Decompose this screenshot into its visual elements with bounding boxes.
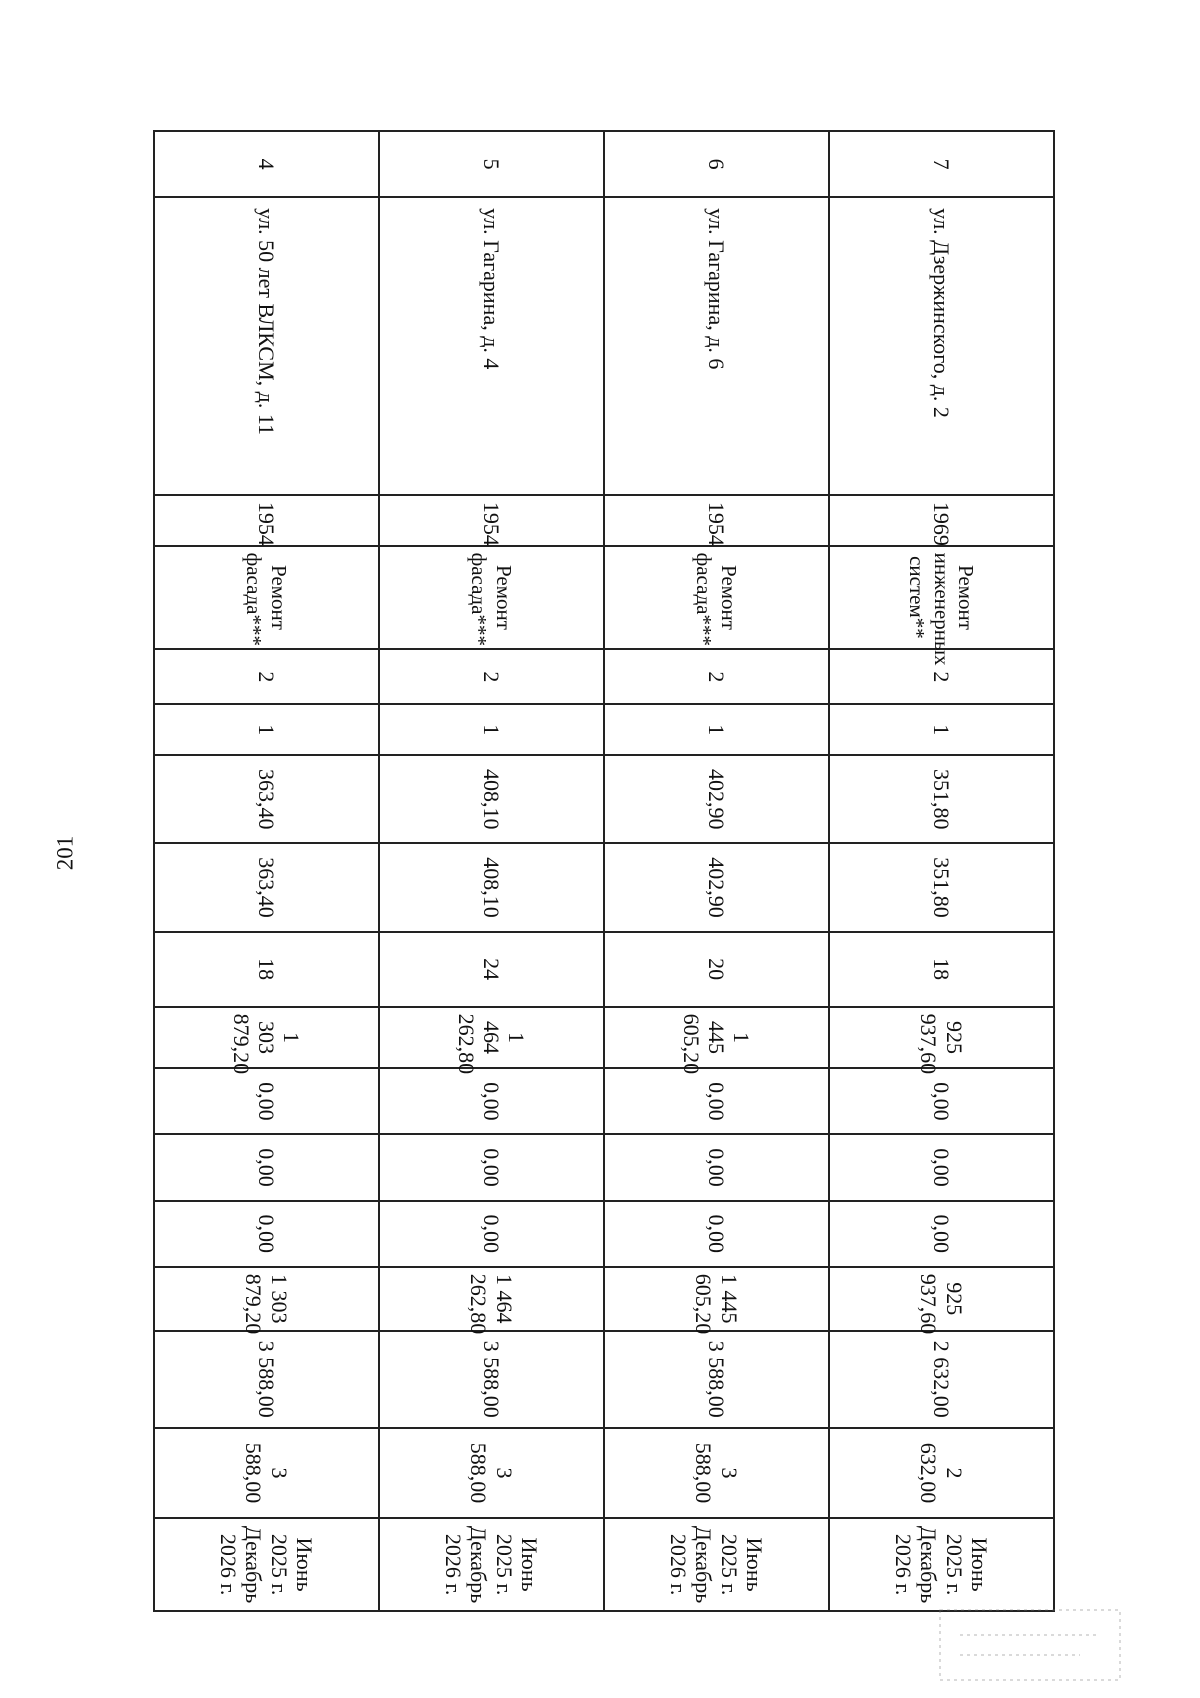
- build-year: 1954: [154, 495, 379, 546]
- work-period: Июнь 2025 г. Декабрь 2026 г.: [154, 1518, 379, 1611]
- build-year: 1954: [604, 495, 829, 546]
- row-number: 4: [154, 131, 379, 197]
- repair-program-table: [153, 130, 1055, 1612]
- residents: 18: [829, 932, 1054, 1007]
- unit-cost-1: 3 588,00: [379, 1331, 604, 1428]
- stamp-mark: [930, 1600, 1130, 1690]
- unit-cost-1: 3 588,00: [154, 1331, 379, 1428]
- cost-z2: 0,00: [154, 1134, 379, 1200]
- area-total: 408,10: [379, 755, 604, 843]
- page-number: 201: [52, 835, 78, 871]
- residents: 20: [604, 932, 829, 1007]
- cost-z2: 0,00: [379, 1134, 604, 1200]
- col-c1: 2: [604, 649, 829, 704]
- area-living: 402,90: [604, 843, 829, 931]
- cost-z3: 0,00: [604, 1201, 829, 1267]
- cost-z1: 0,00: [829, 1068, 1054, 1134]
- total-cost: 1 445 605,20: [604, 1007, 829, 1069]
- work-period: Июнь 2025 г. Декабрь 2026 г.: [604, 1518, 829, 1611]
- unit-cost-1: 3 588,00: [604, 1331, 829, 1428]
- col-c2: 1: [829, 704, 1054, 755]
- unit-cost-1: 2 632,00: [829, 1331, 1054, 1428]
- house-address: ул. 50 лет ВЛКСМ, д. 11: [154, 197, 379, 495]
- total-cost: 925 937,60: [829, 1007, 1054, 1069]
- unit-cost-2: 3 588,00: [604, 1428, 829, 1518]
- total-cost: 1 464 262,80: [379, 1007, 604, 1069]
- col-c1: 2: [829, 649, 1054, 704]
- col-c2: 1: [604, 704, 829, 755]
- col-c2: 1: [379, 704, 604, 755]
- cost-z3: 0,00: [829, 1201, 1054, 1267]
- area-total: 363,40: [154, 755, 379, 843]
- area-total: 351,80: [829, 755, 1054, 843]
- house-address: ул. Гагарина, д. 4: [379, 197, 604, 495]
- build-year: 1954: [379, 495, 604, 546]
- area-living: 351,80: [829, 843, 1054, 931]
- work-type: Ремонт фасада***: [604, 546, 829, 650]
- table-row: [154, 131, 379, 1611]
- fund-cost: 1 445 605,20: [604, 1267, 829, 1331]
- work-type: Ремонт инженерных систем**: [829, 546, 1054, 650]
- table-row: [379, 131, 604, 1611]
- cost-z3: 0,00: [379, 1201, 604, 1267]
- build-year: 1969: [829, 495, 1054, 546]
- col-c1: 2: [154, 649, 379, 704]
- fund-cost: 1 303 879,20: [154, 1267, 379, 1331]
- table-container: [153, 130, 1055, 1612]
- row-number: 5: [379, 131, 604, 197]
- row-number: 7: [829, 131, 1054, 197]
- work-period: Июнь 2025 г. Декабрь 2026 г.: [829, 1518, 1054, 1611]
- cost-z1: 0,00: [379, 1068, 604, 1134]
- total-cost: 1 303 879,20: [154, 1007, 379, 1069]
- row-number: 6: [604, 131, 829, 197]
- house-address: ул. Гагарина, д. 6: [604, 197, 829, 495]
- work-period: Июнь 2025 г. Декабрь 2026 г.: [379, 1518, 604, 1611]
- area-living: 363,40: [154, 843, 379, 931]
- col-c1: 2: [379, 649, 604, 704]
- cost-z2: 0,00: [829, 1134, 1054, 1200]
- residents: 18: [154, 932, 379, 1007]
- table-row: [829, 131, 1054, 1611]
- cost-z1: 0,00: [154, 1068, 379, 1134]
- area-living: 408,10: [379, 843, 604, 931]
- fund-cost: 1 464 262,80: [379, 1267, 604, 1331]
- col-c2: 1: [154, 704, 379, 755]
- unit-cost-2: 3 588,00: [379, 1428, 604, 1518]
- work-type: Ремонт фасада***: [379, 546, 604, 650]
- cost-z2: 0,00: [604, 1134, 829, 1200]
- work-type: Ремонт фасада***: [154, 546, 379, 650]
- table-row: [604, 131, 829, 1611]
- unit-cost-2: 2 632,00: [829, 1428, 1054, 1518]
- fund-cost: 925 937,60: [829, 1267, 1054, 1331]
- unit-cost-2: 3 588,00: [154, 1428, 379, 1518]
- cost-z3: 0,00: [154, 1201, 379, 1267]
- residents: 24: [379, 932, 604, 1007]
- house-address: ул. Дзержинского, д. 2: [829, 197, 1054, 495]
- cost-z1: 0,00: [604, 1068, 829, 1134]
- area-total: 402,90: [604, 755, 829, 843]
